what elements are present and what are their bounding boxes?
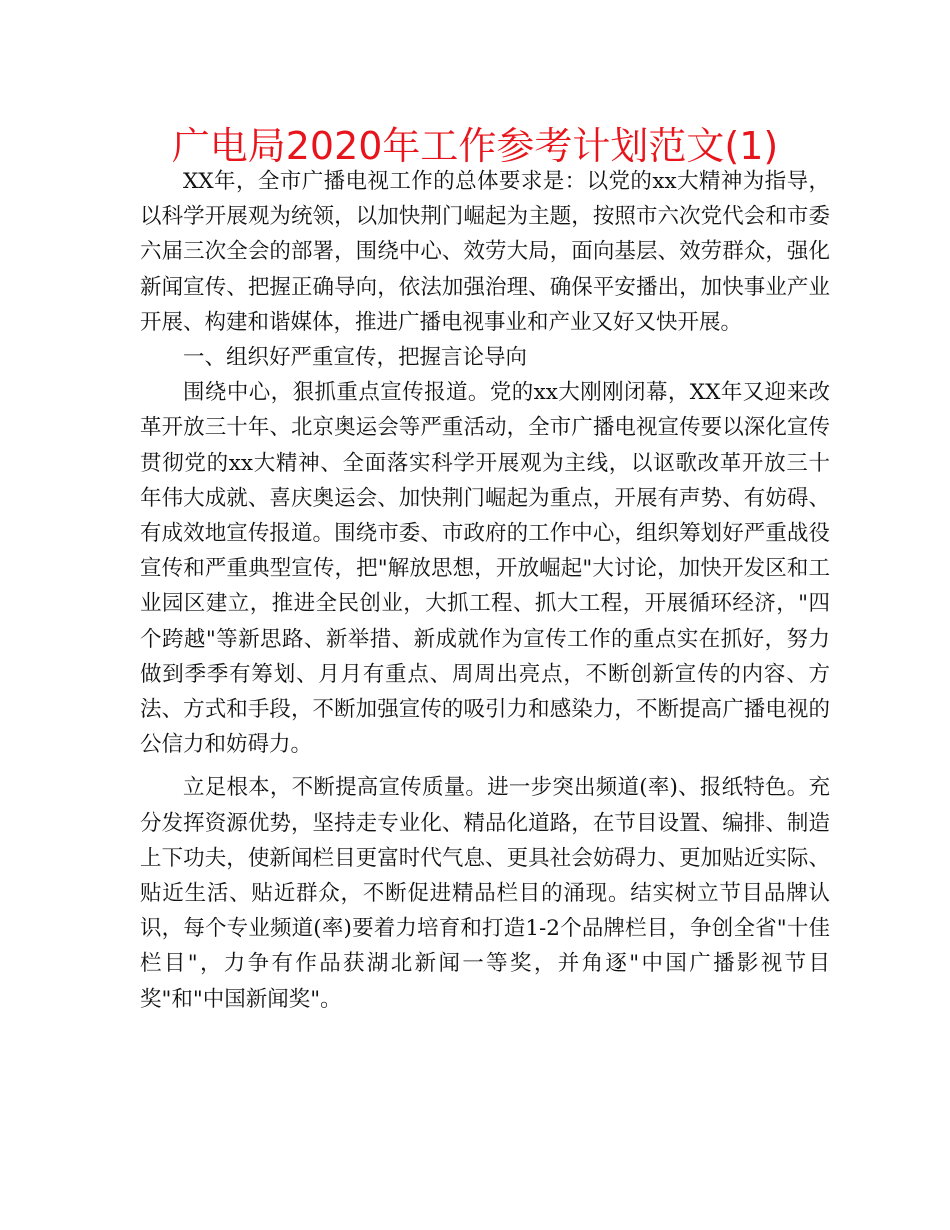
- document-body: [140, 164, 830, 1017]
- paragraph-quality: 立足根本，不断提高宣传质量。进一步突出频道(率)、报纸特色。充分发挥资源优势，坚持走专业化、精品化道路，在节目设置、编排、制造上下功夫，使新闻栏目更富时代气息、更具社会妨碍力、更加贴近实际、贴近生活、贴近群众，不断促进精品栏目的涌现。结实树立节目品牌认识，每个专业频道(率)要着力培育和打造1-2个品牌栏目，争创全省"十佳栏目"，力争有作品获湖北新闻一等奖，并角逐"中国广播影视节目奖"和"中国新闻奖"。: [140, 775, 830, 1012]
- paragraph-focus-reporting: 围绕中心，狠抓重点宣传报道。党的xx大刚刚闭幕，XX年又迎来改革开放三十年、北京奥运会等严重活动，全市广播电视宣传要以深化宣传贯彻党的xx大精神、全面落实科学开展观为主线，以讴歌改革开放三十年伟大成就、喜庆奥运会、加快荆门崛起为重点，开展有声势、有妨碍、有成效地宣传报道。围绕市委、市政府的工作中心，组织筹划好严重战役宣传和严重典型宣传，把"解放思想，开放崛起"大讨论，加快开发区和工业园区建立，推进全民创业，大抓工程、抓大工程，开展循环经济，"四个跨越"等新思路、新举措、新成就作为宣传工作的重点实在抓好，努力做到季季有筹划、月月有重点、周周出亮点，不断创新宣传的内容、方法、方式和手段，不断加强宣传的吸引力和感染力，不断提高广播电视的公信力和妨碍力。: [140, 380, 830, 758]
- document-title: 广电局2020年工作参考计划范文(1): [171, 124, 779, 168]
- paragraph-intro: XX年，全市广播电视工作的总体要求是：以党的xx大精神为指导，以科学开展观为统领，以加快荆门崛起为主题，按照市六次党代会和市委六届三次全会的部署，围绕中心、效劳大局，面向基层、效劳群众，强化新闻宣传、把握正确导向，依法加强治理、确保平安播出，加快事业产业开展、构建和谐媒体，推进广播电视事业和产业又好又快开展。: [140, 169, 830, 335]
- section-heading: 一、组织好严重宣传，把握言论导向: [183, 345, 528, 371]
